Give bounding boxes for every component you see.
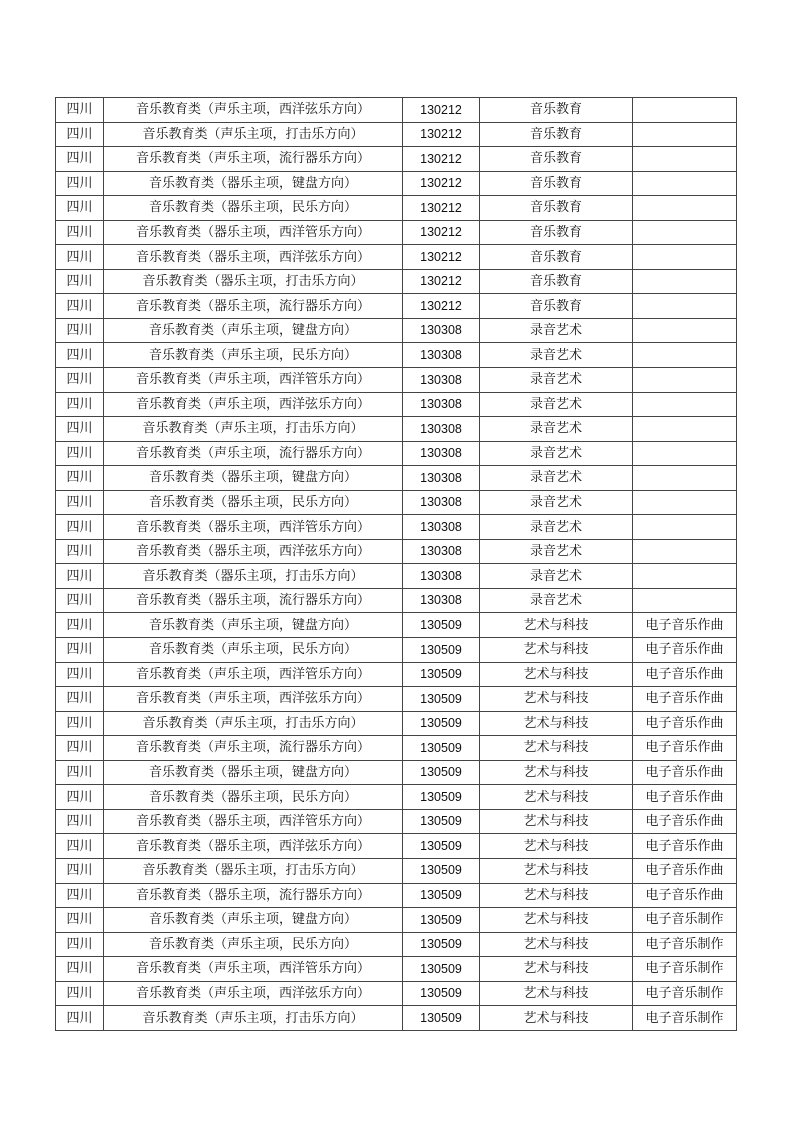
direction-cell: 电子音乐作曲 (633, 760, 737, 785)
category-cell: 音乐教育类（声乐主项，键盘方向） (104, 613, 403, 638)
direction-cell: 电子音乐作曲 (633, 736, 737, 761)
table-row (56, 515, 737, 540)
major-cell: 艺术与科技 (480, 736, 633, 761)
major-cell: 艺术与科技 (480, 662, 633, 687)
code-cell: 130308 (403, 515, 480, 540)
category-cell: 音乐教育类（声乐主项，打击乐方向） (104, 417, 403, 442)
code-cell: 130509 (403, 1006, 480, 1031)
table-row (56, 809, 737, 834)
table-row (56, 785, 737, 810)
table-row (56, 392, 737, 417)
code-cell: 130308 (403, 490, 480, 515)
major-cell: 音乐教育 (480, 220, 633, 245)
code-cell: 130308 (403, 318, 480, 343)
direction-cell (633, 294, 737, 319)
category-cell: 音乐教育类（器乐主项，流行器乐方向） (104, 883, 403, 908)
table-row (56, 147, 737, 172)
table-row (56, 441, 737, 466)
province-cell: 四川 (56, 171, 104, 196)
table-row (56, 564, 737, 589)
table-row (56, 98, 737, 123)
major-cell: 艺术与科技 (480, 638, 633, 663)
major-cell: 音乐教育 (480, 122, 633, 147)
province-cell: 四川 (56, 687, 104, 712)
direction-cell: 电子音乐作曲 (633, 883, 737, 908)
major-cell: 音乐教育 (480, 196, 633, 221)
major-cell: 音乐教育 (480, 269, 633, 294)
direction-cell: 电子音乐作曲 (633, 638, 737, 663)
table-row (56, 858, 737, 883)
table-row (56, 638, 737, 663)
direction-cell (633, 245, 737, 270)
major-cell: 艺术与科技 (480, 858, 633, 883)
table-row (56, 318, 737, 343)
code-cell: 130509 (403, 932, 480, 957)
category-cell: 音乐教育类（器乐主项，民乐方向） (104, 785, 403, 810)
code-cell: 130308 (403, 368, 480, 393)
province-cell: 四川 (56, 760, 104, 785)
major-cell: 艺术与科技 (480, 1006, 633, 1031)
category-cell: 音乐教育类（声乐主项，西洋弦乐方向） (104, 687, 403, 712)
category-cell: 音乐教育类（声乐主项，西洋弦乐方向） (104, 98, 403, 123)
major-cell: 艺术与科技 (480, 908, 633, 933)
code-cell: 130509 (403, 613, 480, 638)
code-cell: 130212 (403, 171, 480, 196)
table-row (56, 932, 737, 957)
major-cell: 艺术与科技 (480, 957, 633, 982)
direction-cell: 电子音乐作曲 (633, 711, 737, 736)
direction-cell: 电子音乐作曲 (633, 809, 737, 834)
table-row (56, 957, 737, 982)
province-cell: 四川 (56, 662, 104, 687)
direction-cell (633, 515, 737, 540)
major-cell: 艺术与科技 (480, 883, 633, 908)
direction-cell (633, 466, 737, 491)
direction-cell: 电子音乐作曲 (633, 834, 737, 859)
direction-cell (633, 343, 737, 368)
code-cell: 130509 (403, 711, 480, 736)
province-cell: 四川 (56, 318, 104, 343)
category-cell: 音乐教育类（器乐主项，民乐方向） (104, 490, 403, 515)
category-cell: 音乐教育类（声乐主项，西洋管乐方向） (104, 368, 403, 393)
province-cell: 四川 (56, 490, 104, 515)
direction-cell (633, 196, 737, 221)
direction-cell (633, 220, 737, 245)
code-cell: 130509 (403, 687, 480, 712)
province-cell: 四川 (56, 98, 104, 123)
code-cell: 130212 (403, 269, 480, 294)
major-cell: 录音艺术 (480, 441, 633, 466)
category-cell: 音乐教育类（声乐主项，西洋弦乐方向） (104, 981, 403, 1006)
province-cell: 四川 (56, 834, 104, 859)
major-cell: 音乐教育 (480, 171, 633, 196)
major-cell: 录音艺术 (480, 417, 633, 442)
category-cell: 音乐教育类（声乐主项，打击乐方向） (104, 1006, 403, 1031)
major-cell: 录音艺术 (480, 466, 633, 491)
code-cell: 130509 (403, 957, 480, 982)
category-cell: 音乐教育类（器乐主项，键盘方向） (104, 760, 403, 785)
province-cell: 四川 (56, 981, 104, 1006)
direction-cell (633, 98, 737, 123)
code-cell: 130509 (403, 858, 480, 883)
province-cell: 四川 (56, 1006, 104, 1031)
table-row (56, 269, 737, 294)
major-cell: 艺术与科技 (480, 613, 633, 638)
admission-table (55, 97, 737, 1031)
category-cell: 音乐教育类（器乐主项，西洋弦乐方向） (104, 834, 403, 859)
category-cell: 音乐教育类（器乐主项，西洋弦乐方向） (104, 245, 403, 270)
code-cell: 130509 (403, 662, 480, 687)
category-cell: 音乐教育类（器乐主项，民乐方向） (104, 196, 403, 221)
code-cell: 130509 (403, 981, 480, 1006)
province-cell: 四川 (56, 932, 104, 957)
direction-cell (633, 392, 737, 417)
category-cell: 音乐教育类（声乐主项，流行器乐方向） (104, 441, 403, 466)
province-cell: 四川 (56, 196, 104, 221)
major-cell: 音乐教育 (480, 294, 633, 319)
direction-cell (633, 564, 737, 589)
province-cell: 四川 (56, 147, 104, 172)
code-cell: 130212 (403, 147, 480, 172)
table-row (56, 171, 737, 196)
direction-cell (633, 539, 737, 564)
category-cell: 音乐教育类（声乐主项，西洋弦乐方向） (104, 392, 403, 417)
province-cell: 四川 (56, 441, 104, 466)
major-cell: 艺术与科技 (480, 711, 633, 736)
code-cell: 130308 (403, 392, 480, 417)
category-cell: 音乐教育类（器乐主项，西洋弦乐方向） (104, 539, 403, 564)
direction-cell (633, 368, 737, 393)
category-cell: 音乐教育类（声乐主项，民乐方向） (104, 343, 403, 368)
major-cell: 音乐教育 (480, 98, 633, 123)
code-cell: 130308 (403, 466, 480, 491)
province-cell: 四川 (56, 883, 104, 908)
code-cell: 130308 (403, 539, 480, 564)
table-row (56, 613, 737, 638)
code-cell: 130212 (403, 196, 480, 221)
province-cell: 四川 (56, 785, 104, 810)
code-cell: 130212 (403, 245, 480, 270)
category-cell: 音乐教育类（器乐主项，流行器乐方向） (104, 588, 403, 613)
direction-cell (633, 122, 737, 147)
direction-cell (633, 588, 737, 613)
code-cell: 130308 (403, 417, 480, 442)
category-cell: 音乐教育类（声乐主项，打击乐方向） (104, 122, 403, 147)
direction-cell: 电子音乐制作 (633, 1006, 737, 1031)
category-cell: 音乐教育类（器乐主项，西洋管乐方向） (104, 220, 403, 245)
category-cell: 音乐教育类（声乐主项，键盘方向） (104, 908, 403, 933)
table-row (56, 196, 737, 221)
major-cell: 录音艺术 (480, 490, 633, 515)
table-row (56, 687, 737, 712)
table-row (56, 294, 737, 319)
province-cell: 四川 (56, 957, 104, 982)
province-cell: 四川 (56, 613, 104, 638)
table-row (56, 883, 737, 908)
category-cell: 音乐教育类（声乐主项，民乐方向） (104, 932, 403, 957)
table-row (56, 588, 737, 613)
major-cell: 音乐教育 (480, 245, 633, 270)
category-cell: 音乐教育类（器乐主项，打击乐方向） (104, 858, 403, 883)
table-row (56, 736, 737, 761)
category-cell: 音乐教育类（器乐主项，打击乐方向） (104, 564, 403, 589)
direction-cell (633, 269, 737, 294)
major-cell: 艺术与科技 (480, 687, 633, 712)
major-cell: 艺术与科技 (480, 785, 633, 810)
code-cell: 130509 (403, 785, 480, 810)
province-cell: 四川 (56, 245, 104, 270)
direction-cell: 电子音乐制作 (633, 932, 737, 957)
major-cell: 录音艺术 (480, 368, 633, 393)
province-cell: 四川 (56, 809, 104, 834)
direction-cell: 电子音乐作曲 (633, 687, 737, 712)
province-cell: 四川 (56, 368, 104, 393)
province-cell: 四川 (56, 343, 104, 368)
direction-cell (633, 171, 737, 196)
major-cell: 音乐教育 (480, 147, 633, 172)
major-cell: 录音艺术 (480, 539, 633, 564)
code-cell: 130509 (403, 834, 480, 859)
category-cell: 音乐教育类（声乐主项，西洋管乐方向） (104, 957, 403, 982)
direction-cell: 电子音乐制作 (633, 908, 737, 933)
table-row (56, 220, 737, 245)
table-row (56, 245, 737, 270)
province-cell: 四川 (56, 588, 104, 613)
table-row (56, 760, 737, 785)
major-cell: 艺术与科技 (480, 834, 633, 859)
category-cell: 音乐教育类（器乐主项，打击乐方向） (104, 269, 403, 294)
code-cell: 130308 (403, 564, 480, 589)
direction-cell: 电子音乐作曲 (633, 662, 737, 687)
direction-cell (633, 318, 737, 343)
province-cell: 四川 (56, 269, 104, 294)
code-cell: 130509 (403, 908, 480, 933)
major-cell: 艺术与科技 (480, 809, 633, 834)
major-cell: 艺术与科技 (480, 932, 633, 957)
direction-cell: 电子音乐制作 (633, 957, 737, 982)
major-cell: 录音艺术 (480, 515, 633, 540)
major-cell: 艺术与科技 (480, 981, 633, 1006)
direction-cell: 电子音乐作曲 (633, 785, 737, 810)
table-row (56, 711, 737, 736)
direction-cell: 电子音乐作曲 (633, 613, 737, 638)
category-cell: 音乐教育类（声乐主项，民乐方向） (104, 638, 403, 663)
province-cell: 四川 (56, 466, 104, 491)
code-cell: 130212 (403, 98, 480, 123)
direction-cell (633, 417, 737, 442)
category-cell: 音乐教育类（器乐主项，键盘方向） (104, 171, 403, 196)
code-cell: 130308 (403, 441, 480, 466)
code-cell: 130509 (403, 809, 480, 834)
province-cell: 四川 (56, 515, 104, 540)
province-cell: 四川 (56, 908, 104, 933)
table-row (56, 368, 737, 393)
category-cell: 音乐教育类（声乐主项，流行器乐方向） (104, 147, 403, 172)
major-cell: 录音艺术 (480, 318, 633, 343)
code-cell: 130509 (403, 638, 480, 663)
table-row (56, 417, 737, 442)
major-cell: 录音艺术 (480, 343, 633, 368)
table-row (56, 1006, 737, 1031)
code-cell: 130509 (403, 760, 480, 785)
table-row (56, 908, 737, 933)
direction-cell (633, 490, 737, 515)
table-row (56, 490, 737, 515)
province-cell: 四川 (56, 539, 104, 564)
table-row (56, 981, 737, 1006)
code-cell: 130308 (403, 588, 480, 613)
category-cell: 音乐教育类（声乐主项，打击乐方向） (104, 711, 403, 736)
code-cell: 130509 (403, 736, 480, 761)
province-cell: 四川 (56, 220, 104, 245)
category-cell: 音乐教育类（器乐主项，西洋管乐方向） (104, 515, 403, 540)
category-cell: 音乐教育类（声乐主项，键盘方向） (104, 318, 403, 343)
category-cell: 音乐教育类（器乐主项，西洋管乐方向） (104, 809, 403, 834)
province-cell: 四川 (56, 736, 104, 761)
table-row (56, 343, 737, 368)
province-cell: 四川 (56, 711, 104, 736)
province-cell: 四川 (56, 417, 104, 442)
code-cell: 130212 (403, 294, 480, 319)
code-cell: 130509 (403, 883, 480, 908)
table-row (56, 466, 737, 491)
direction-cell (633, 147, 737, 172)
category-cell: 音乐教育类（声乐主项，西洋管乐方向） (104, 662, 403, 687)
province-cell: 四川 (56, 858, 104, 883)
table-row (56, 662, 737, 687)
province-cell: 四川 (56, 392, 104, 417)
major-cell: 录音艺术 (480, 392, 633, 417)
province-cell: 四川 (56, 638, 104, 663)
direction-cell: 电子音乐作曲 (633, 858, 737, 883)
table-row (56, 122, 737, 147)
major-cell: 艺术与科技 (480, 760, 633, 785)
table-row (56, 834, 737, 859)
table-body (56, 98, 737, 1031)
code-cell: 130308 (403, 343, 480, 368)
category-cell: 音乐教育类（器乐主项，流行器乐方向） (104, 294, 403, 319)
province-cell: 四川 (56, 564, 104, 589)
major-cell: 录音艺术 (480, 564, 633, 589)
code-cell: 130212 (403, 220, 480, 245)
direction-cell (633, 441, 737, 466)
major-cell: 录音艺术 (480, 588, 633, 613)
province-cell: 四川 (56, 294, 104, 319)
direction-cell: 电子音乐制作 (633, 981, 737, 1006)
province-cell: 四川 (56, 122, 104, 147)
code-cell: 130212 (403, 122, 480, 147)
category-cell: 音乐教育类（器乐主项，键盘方向） (104, 466, 403, 491)
table-row (56, 539, 737, 564)
category-cell: 音乐教育类（声乐主项，流行器乐方向） (104, 736, 403, 761)
